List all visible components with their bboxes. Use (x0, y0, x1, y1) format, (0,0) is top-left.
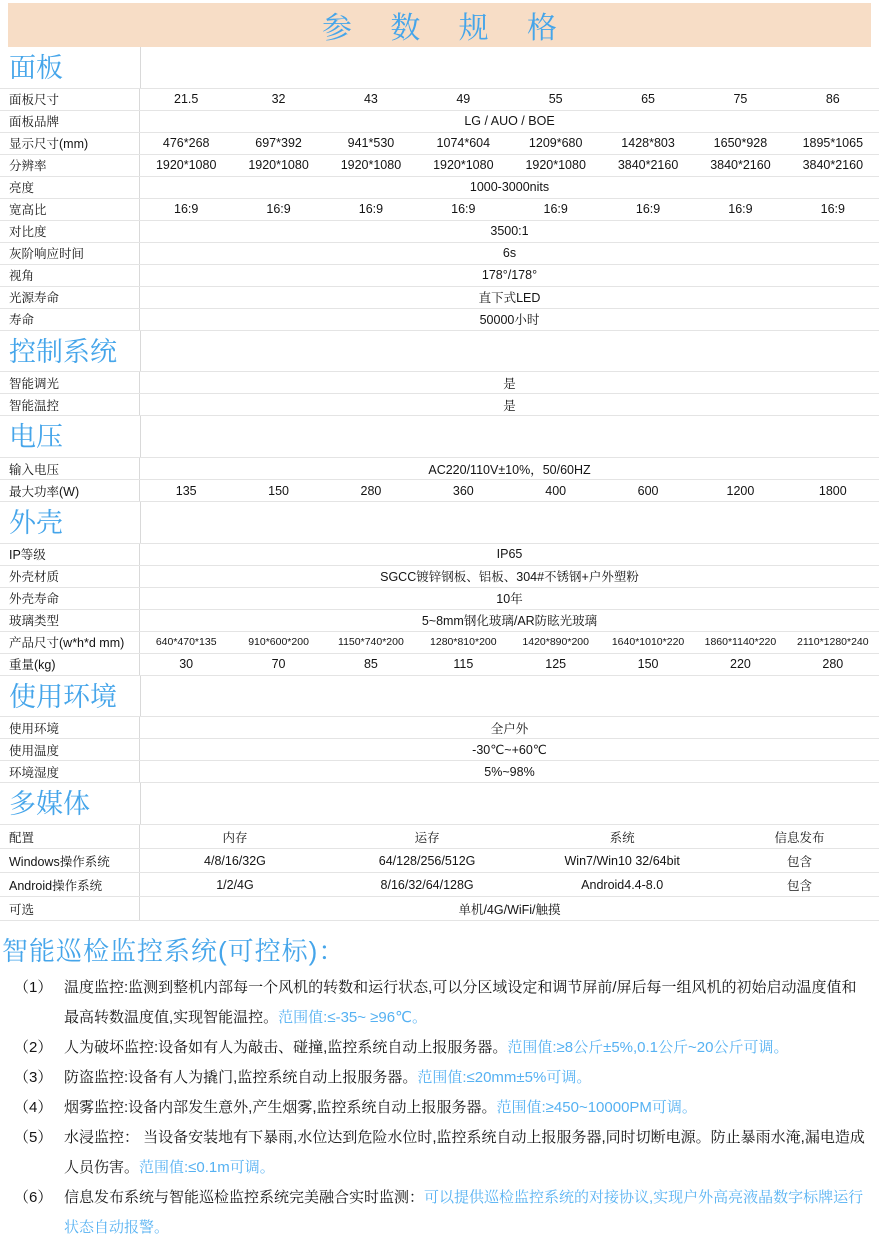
row-label: 重量(kg) (0, 654, 140, 675)
spec-cells (140, 632, 879, 653)
spec-value: SGCC镀锌钢板、铝板、304#不锈钢+户外塑粉 (380, 570, 639, 585)
item-description: 温度监控:监测到整机内部每一个风机的转数和运行状态,可以分区域设定和调节屏前/屏后每一组风机的初始启动温度值和最高转数温度值,实现智能温控。 (64, 979, 857, 1027)
section-enclosure (0, 502, 879, 676)
spec-value: 1150*740*200 (338, 636, 404, 649)
spec-value: 1209*680 (528, 136, 583, 151)
spec-value: 16:9 (820, 202, 845, 217)
spec-value: 1074*604 (436, 136, 491, 151)
spec-value: 85 (363, 657, 378, 672)
spec-value: 360 (452, 483, 474, 498)
row-label: Windows操作系统 (0, 849, 140, 872)
spec-value: 4/8/16/32G (204, 853, 266, 868)
spec-row (0, 309, 879, 331)
spec-row (0, 221, 879, 243)
item-number: （4） (14, 1099, 53, 1117)
monitoring-item (2, 973, 871, 1033)
row-label: 配置 (0, 825, 140, 848)
monitoring-title: 智能巡检监控系统(可控标)： (2, 936, 346, 967)
spec-cells (140, 155, 879, 176)
section-heading-row-voltage (0, 416, 879, 457)
item-range-highlight: 范围值:≤0.1m可调。 (139, 1159, 275, 1177)
section-panel (0, 47, 879, 331)
spec-row (0, 458, 879, 480)
spec-value: 280 (360, 483, 382, 498)
spec-value: 476*268 (162, 136, 210, 151)
spec-value: 1920*1080 (155, 158, 217, 173)
row-label: 环境湿度 (0, 761, 140, 782)
spec-row (0, 588, 879, 610)
spec-value: 64/128/256/512G (378, 853, 476, 868)
spec-value: -30℃~+60℃ (472, 743, 547, 758)
row-label: 最大功率(W) (0, 480, 140, 501)
spec-value: 1/2/4G (216, 877, 254, 892)
spec-row (0, 265, 879, 287)
spec-row (0, 89, 879, 111)
spec-value: 1280*810*200 (430, 636, 497, 649)
row-label: 显示尺寸(mm) (0, 133, 140, 154)
monitoring-item (2, 1033, 871, 1063)
spec-row (0, 825, 879, 849)
item-number: （5） (14, 1129, 53, 1147)
section-heading-row-environment (0, 676, 879, 717)
spec-row (0, 480, 879, 502)
spec-sections (0, 47, 879, 921)
spec-cells (140, 480, 879, 501)
spec-row (0, 849, 879, 873)
row-label: Android操作系统 (0, 873, 140, 896)
spec-value: 941*530 (347, 136, 395, 151)
spec-table-voltage (0, 457, 879, 502)
spec-value: 直下式LED (478, 291, 541, 306)
page-title: 参 数 规 格 (321, 12, 572, 45)
section-heading: 控制系统 (9, 336, 117, 367)
row-label: 玻璃类型 (0, 610, 140, 631)
spec-value: 178°/178° (481, 268, 538, 283)
spec-cells (140, 825, 879, 848)
spec-value: 910*600*200 (248, 636, 309, 649)
spec-value: 86 (825, 92, 840, 107)
spec-value: 是 (503, 398, 516, 413)
spec-value: 135 (175, 483, 197, 498)
spec-value: 1000-3000nits (469, 180, 550, 195)
section-heading: 外壳 (9, 508, 63, 539)
spec-value: 3500:1 (490, 224, 529, 239)
row-label: 使用温度 (0, 739, 140, 760)
spec-value: 16:9 (174, 202, 199, 217)
row-label: 亮度 (0, 177, 140, 198)
spec-row (0, 544, 879, 566)
item-description: 水浸监控： 当设备安装地有下暴雨,水位达到危险水位时,监控系统自动上报服务器,同时切断电源。防止暴雨水淹,漏电造成人员伤害。 (64, 1129, 865, 1177)
spec-value: 包含 (787, 878, 813, 893)
spec-value: 3840*2160 (617, 158, 679, 173)
row-label: 使用环境 (0, 717, 140, 738)
row-label: 宽高比 (0, 199, 140, 220)
spec-value: 5%~98% (484, 764, 535, 779)
spec-value: 600 (637, 483, 659, 498)
spec-value: 75 (733, 92, 748, 107)
spec-value: 70 (271, 657, 286, 672)
spec-table-environment (0, 716, 879, 783)
row-label: 寿命 (0, 309, 140, 330)
section-heading: 使用环境 (9, 681, 117, 712)
spec-cells (140, 849, 879, 872)
row-label: 智能温控 (0, 394, 140, 415)
spec-value: 10年 (496, 592, 523, 607)
spec-row (0, 287, 879, 309)
spec-row (0, 761, 879, 783)
row-label: 外壳寿命 (0, 588, 140, 609)
spec-value: 1920*1080 (340, 158, 402, 173)
spec-value: 1920*1080 (433, 158, 494, 173)
item-text (64, 1033, 871, 1063)
spec-row (0, 739, 879, 761)
spec-row (0, 199, 879, 221)
spec-value: 3840*2160 (710, 158, 771, 173)
spec-value: 16:9 (451, 202, 476, 217)
section-heading: 多媒体 (9, 789, 90, 820)
item-range-highlight: 范围值:≥450~10000PM可调。 (496, 1099, 697, 1117)
monitoring-list (2, 973, 871, 1243)
spec-row (0, 873, 879, 897)
section-environment (0, 676, 879, 784)
spec-value: 1800 (818, 483, 847, 498)
spec-cells (140, 654, 879, 675)
spec-table-multimedia (0, 824, 879, 921)
row-label: IP等级 (0, 544, 140, 565)
item-number: （1） (14, 979, 53, 997)
spec-value: 1920*1080 (525, 158, 586, 173)
row-label: 灰阶响应时间 (0, 243, 140, 264)
spec-cells (140, 873, 879, 896)
row-label: 光源寿命 (0, 287, 140, 308)
section-heading: 面板 (9, 53, 63, 83)
item-description: 信息发布系统与智能巡检监控系统完美融合实时监测： (64, 1189, 425, 1207)
spec-sheet-page (0, 3, 879, 1243)
spec-value: 150 (637, 657, 659, 672)
monitoring-section (0, 921, 879, 1243)
spec-value: 16:9 (266, 202, 291, 217)
spec-value: 16:9 (358, 202, 384, 217)
spec-value: 16:9 (728, 202, 753, 217)
spec-value: 3840*2160 (802, 158, 864, 173)
spec-value: IP65 (496, 547, 523, 562)
spec-value: 包含 (787, 854, 813, 869)
item-range-highlight: 范围值:≥8公斤±5%,0.1公斤~20公斤可调。 (507, 1039, 789, 1057)
spec-row (0, 632, 879, 654)
item-description: 烟雾监控:设备内部发生意外,产生烟雾,监控系统自动上报服务器。 (64, 1099, 497, 1117)
spec-row (0, 654, 879, 676)
spec-table-control-system (0, 371, 879, 416)
spec-value: 32 (271, 92, 286, 107)
item-description: 人为破坏监控:设备如有人为敲击、碰撞,监控系统自动上报服务器。 (64, 1039, 508, 1057)
spec-row (0, 111, 879, 133)
spec-value: 55 (548, 92, 563, 107)
spec-value: 640*470*135 (155, 636, 217, 649)
spec-value: 1650*928 (713, 136, 768, 151)
spec-row (0, 566, 879, 588)
section-heading-row-panel (0, 47, 879, 88)
spec-value: 8/16/32/64/128G (380, 877, 474, 892)
spec-value: 1200 (726, 483, 755, 498)
row-label: 输入电压 (0, 458, 140, 479)
spec-cells (140, 89, 879, 110)
spec-value: 是 (503, 376, 516, 391)
section-heading: 电压 (9, 422, 63, 453)
item-text (64, 1183, 871, 1243)
item-number: （6） (14, 1189, 53, 1207)
spec-value: 1895*1065 (802, 136, 864, 151)
spec-value: 系统 (609, 830, 635, 845)
spec-value: 30 (179, 657, 194, 672)
spec-value: 280 (822, 657, 844, 672)
item-text (64, 1093, 871, 1123)
spec-table-panel (0, 88, 879, 331)
spec-value: 16:9 (635, 202, 661, 217)
row-label: 面板品牌 (0, 111, 140, 132)
spec-value: 1920*1080 (248, 158, 309, 173)
spec-value: 1860*1140*220 (704, 636, 777, 649)
section-multimedia (0, 783, 879, 921)
spec-value: 21.5 (174, 92, 199, 107)
spec-value: 125 (545, 657, 567, 672)
spec-value: 43 (363, 92, 378, 107)
spec-value: 1420*890*200 (522, 636, 589, 649)
monitoring-item (2, 1123, 871, 1183)
spec-value: Win7/Win10 32/64bit (564, 853, 680, 868)
monitoring-item (2, 1183, 871, 1243)
section-voltage (0, 416, 879, 502)
spec-value: 50000小时 (479, 313, 540, 328)
row-label: 分辨率 (0, 155, 140, 176)
spec-value: 运存 (414, 830, 440, 845)
spec-value: 6s (502, 246, 517, 261)
item-text (64, 1063, 871, 1093)
spec-value: LG / AUO / BOE (464, 114, 555, 129)
spec-table-enclosure (0, 543, 879, 676)
row-label: 可选 (0, 897, 140, 920)
item-description: 防盗监控:设备有人为撬门,监控系统自动上报服务器。 (64, 1069, 418, 1087)
row-label: 外壳材质 (0, 566, 140, 587)
spec-value: 1428*803 (621, 136, 675, 151)
monitoring-item (2, 1093, 871, 1123)
spec-row (0, 155, 879, 177)
row-label: 视角 (0, 265, 140, 286)
item-range-highlight: 范围值:≤20mm±5%可调。 (417, 1069, 592, 1087)
monitoring-item (2, 1063, 871, 1093)
spec-cells (140, 133, 879, 154)
spec-value: 220 (730, 657, 751, 672)
spec-row (0, 897, 879, 921)
spec-row (0, 243, 879, 265)
spec-value: 115 (453, 657, 474, 672)
spec-value: 5~8mm钢化玻璃/AR防眩光玻璃 (421, 614, 598, 629)
section-heading-row-control-system (0, 331, 879, 372)
section-heading-row-multimedia (0, 783, 879, 824)
section-control-system (0, 331, 879, 417)
spec-row (0, 372, 879, 394)
item-number: （3） (14, 1069, 53, 1087)
item-number: （2） (14, 1039, 53, 1057)
spec-value: 697*392 (255, 136, 302, 151)
spec-cells (140, 199, 879, 220)
row-label: 智能调光 (0, 372, 140, 393)
spec-value: 单机/4G/WiFi/触摸 (458, 902, 561, 917)
item-range-highlight: 范围值:≤-35~ ≥96℃。 (278, 1009, 427, 1027)
page-title-bar (8, 3, 871, 47)
item-text (64, 1123, 871, 1183)
spec-value: 65 (641, 92, 656, 107)
spec-value: 150 (268, 483, 289, 498)
spec-value: 49 (456, 92, 471, 107)
section-heading-row-enclosure (0, 502, 879, 543)
spec-value: 内存 (222, 830, 248, 845)
spec-value: 2110*1280*240 (796, 636, 869, 649)
item-range-highlight: 可以提供巡检监控系统的对接协议,实现户外高亮液晶数字标牌运行状态自动报警。 (64, 1189, 864, 1237)
row-label: 面板尺寸 (0, 89, 140, 110)
row-label: 对比度 (0, 221, 140, 242)
spec-row (0, 717, 879, 739)
spec-row (0, 394, 879, 416)
spec-value: 400 (545, 483, 567, 498)
row-label: 产品尺寸(w*h*d mm) (0, 632, 140, 653)
spec-row (0, 610, 879, 632)
item-text (64, 973, 871, 1033)
spec-value: 信息发布 (774, 830, 825, 845)
spec-value: AC220/110V±10%，50/60HZ (428, 462, 591, 477)
spec-row (0, 133, 879, 155)
spec-value: 全户外 (490, 721, 529, 736)
spec-value: Android4.4-8.0 (581, 877, 664, 892)
spec-value: 16:9 (543, 202, 568, 217)
spec-row (0, 177, 879, 199)
spec-value: 1640*1010*220 (611, 636, 685, 649)
